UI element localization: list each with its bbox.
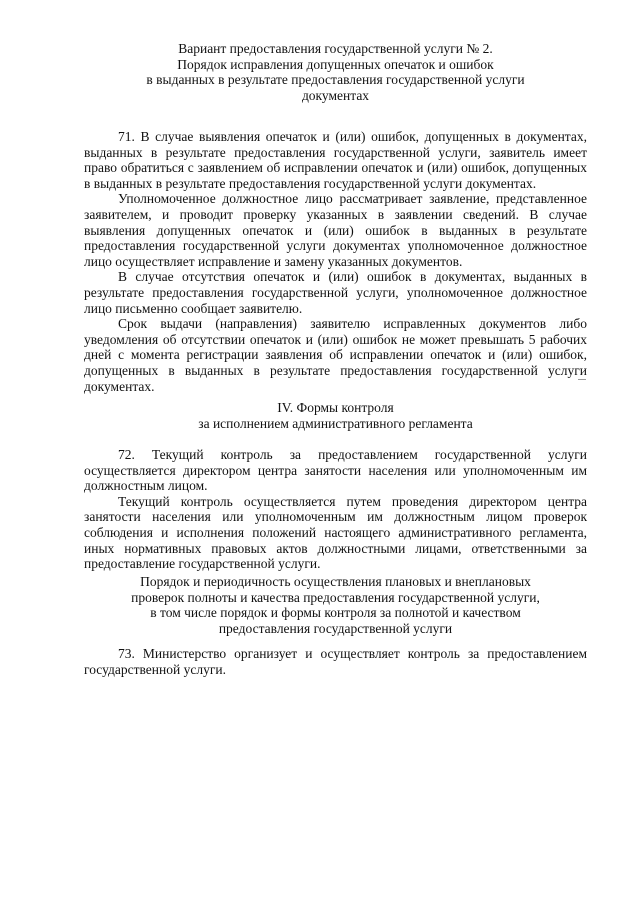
- heading-variant-2: [84, 41, 587, 103]
- section-72: [84, 447, 587, 572]
- paragraph-71-1: 71. В случае выявления опечаток и (или) ошибок, допущенных в документах, выданных в результате предоставления государственной услуги, заявитель имеет право обратиться с заявлением об исправлении опечаток и (или) ошибок, допущенных в выданных в результате предоставления государственной услуги документах.: [84, 129, 587, 191]
- section-73: [84, 646, 587, 677]
- heading-line: IV. Формы контроля: [277, 400, 394, 415]
- heading-line: документах: [301, 87, 370, 103]
- paragraph-72-1: 72. Текущий контроль за предоставлением государственной услуги осуществляется директором центра занятости населения или уполномоченным им должностным лицом.: [84, 447, 587, 494]
- paragraph-73-1: 73. Министерство организует и осуществляет контроль за предоставлением государственной услуги.: [84, 646, 587, 677]
- heading-line: в том числе порядок и формы контроля за полнотой и качеством: [150, 605, 521, 621]
- paragraph-71-3: В случае отсутствия опечаток и (или) ошибок в документах, выданных в результате предоставления государственной услуги, уполномоченное должностное лицо письменно сообщает заявителю.: [84, 269, 587, 316]
- margin-mark: [578, 379, 586, 380]
- heading-line: предоставления государственной услуги: [218, 620, 453, 636]
- heading-line: проверок полноты и качества предоставления государственной услуги,: [131, 589, 540, 605]
- heading-line: за исполнением административного регламента: [198, 415, 473, 431]
- paragraph-72-2: Текущий контроль осуществляется путем проведения директором центра занятости населения или уполномоченным им должностным лицом проверок соблюдения и исполнения положений настоящего административного регламента, иных нормативных правовых актов должностными лицами, ответственными за предоставление государственной услуги.: [84, 493, 587, 572]
- heading-line: Порядок исправления допущенных опечаток и ошибок: [177, 56, 494, 72]
- heading-line: Порядок и периодичность осуществления плановых и внеплановых: [140, 574, 531, 589]
- paragraph-71-2: Уполномоченное должностное лицо рассматривает заявление, представленное заявителем, и проводит проверку указанных в заявлении сведений. В случае выявления допущенных опечаток и (или) ошибок в выданных в результате предоставления государственной услуги документах уполномоченное должностное лицо осуществляет исправление и замену указанных документов.: [84, 191, 587, 269]
- heading-section-iv: [84, 400, 587, 431]
- paragraph-71-4: Срок выдачи (направления) заявителю исправленных документов либо уведомления об отсутствии опечаток и (или) ошибок не может превышать 5 рабочих дней с момента регистрации заявления об исправлении опечаток и (или) ошибок, допущенных в выданных в результате предоставления государственной услуги документах.: [84, 316, 587, 394]
- heading-line: в выданных в результате предоставления государственной услуги: [146, 72, 525, 88]
- heading-line: Вариант предоставления государственной услуги № 2.: [178, 41, 493, 56]
- section-71: [84, 129, 587, 394]
- heading-control-procedure: [84, 574, 587, 636]
